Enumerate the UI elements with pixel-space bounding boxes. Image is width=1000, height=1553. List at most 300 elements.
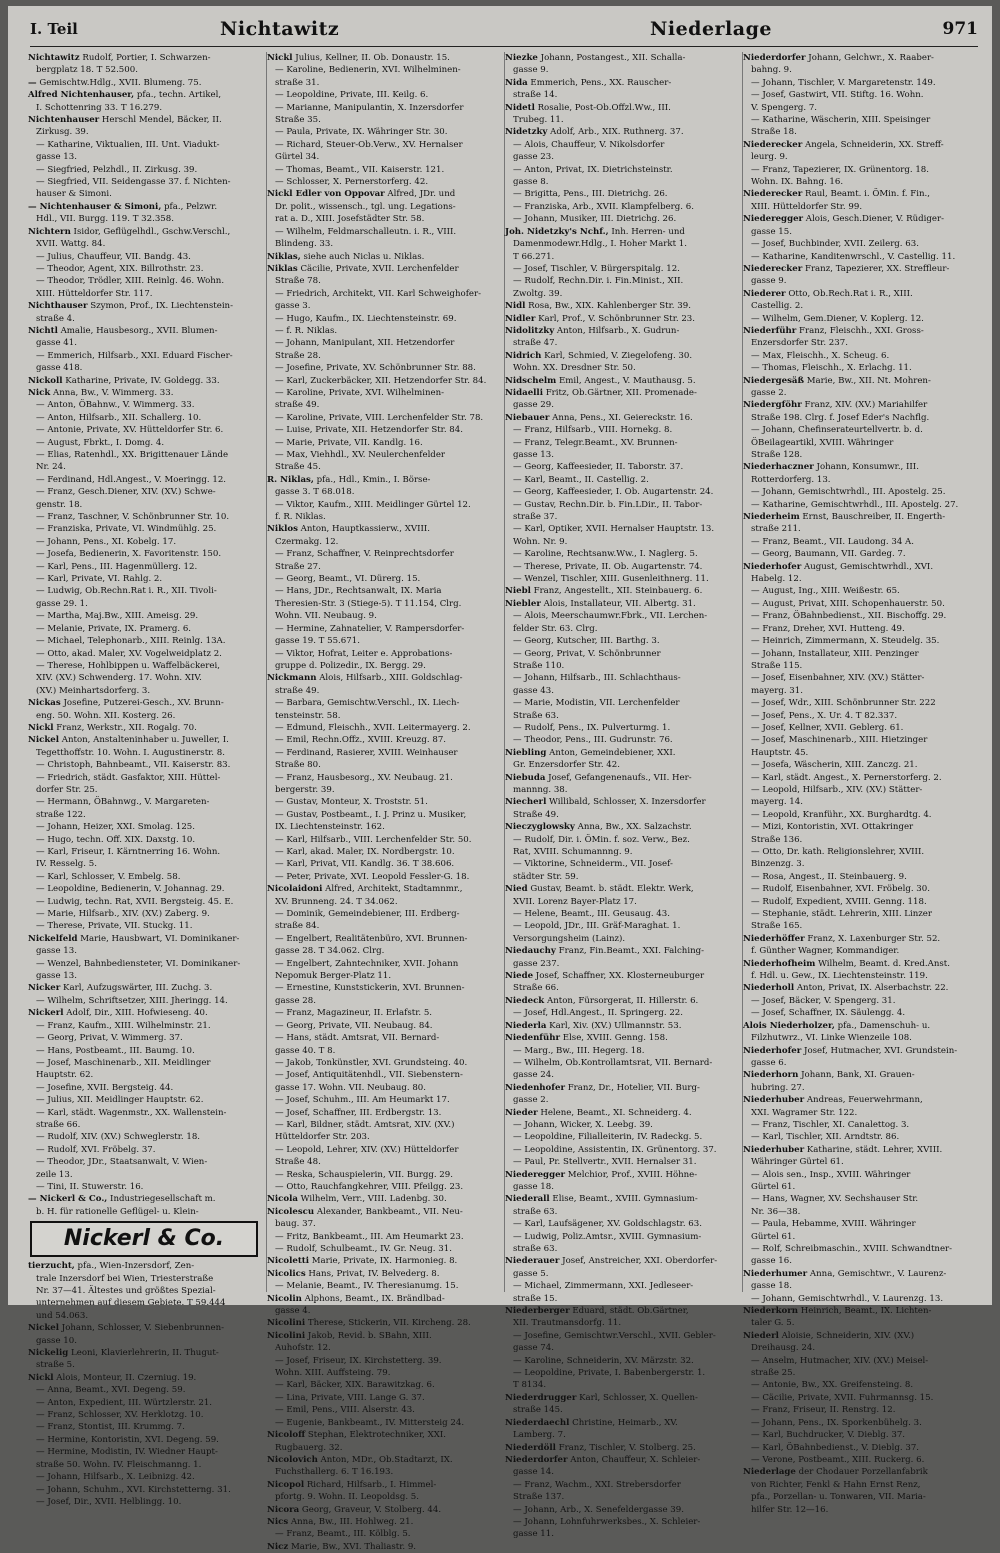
entry-details: August, Gemischtwrhdl., XVI. xyxy=(801,561,934,572)
section-label: I. Teil xyxy=(30,20,78,38)
entry-details: rat a. D., XIII. Josefstädter Str. 58. xyxy=(275,214,425,225)
directory-entry xyxy=(743,188,975,200)
entry-details: — Theodor, Agent, XIX. Billrothstr. 23. xyxy=(36,263,204,274)
entry-details: Straße 137. xyxy=(513,1492,565,1503)
entry-details: Franz, Angestellt., XII. Steinbauerg. 6. xyxy=(530,586,703,597)
directory-entry xyxy=(28,561,260,573)
directory-entry xyxy=(267,945,499,957)
directory-entry xyxy=(267,672,499,684)
directory-entry xyxy=(505,1293,737,1305)
entry-details: — Marg., Bw., III. Hegerg. 18. xyxy=(513,1045,645,1056)
entry-details: — Franz, Kaufm., XIII. Wilhelminstr. 21. xyxy=(36,1020,211,1031)
directory-entry xyxy=(267,536,499,548)
directory-entry xyxy=(505,1504,737,1516)
directory-entry xyxy=(505,1181,737,1193)
entry-details: — Anton, Privat, IX. Dietrichsteinstr. xyxy=(513,164,673,175)
directory-entry xyxy=(267,1007,499,1019)
entry-details: — Rosa, Angest., II. Steinbauerg. 9. xyxy=(751,871,907,882)
entry-details: — Paula, Private, IX. Währinger Str. 30. xyxy=(275,127,448,138)
directory-entry xyxy=(505,734,737,746)
entry-details: — Karl, ÖBahnbedienst., V. Dieblg. 37. xyxy=(751,1442,920,1453)
directory-entry xyxy=(505,610,737,622)
directory-entry xyxy=(743,858,975,870)
entry-details: — Franz, ÖBahnbedienst., XII. Bischoffg. 29. xyxy=(751,611,947,622)
entry-details: gasse 15. xyxy=(751,226,792,237)
directory-entry xyxy=(743,474,975,486)
entry-details: — Julius, XII. Meidlinger Hauptstr. 62. xyxy=(36,1095,204,1106)
entry-details: — Franziska, Arb., XVII. Klampfelberg. 6. xyxy=(513,201,694,212)
entry-details: — Hans, Wagner, XV. Sechshauser Str. xyxy=(751,1194,919,1205)
directory-entry xyxy=(743,982,975,994)
directory-entry xyxy=(505,1367,737,1379)
entry-details: Helene, Beamt., XI. Schneiderg. 4. xyxy=(537,1107,692,1118)
directory-entry xyxy=(743,536,975,548)
directory-entry xyxy=(743,883,975,895)
entry-details: gasse 28. T 34.062. Clrg. xyxy=(275,946,385,957)
entry-surname: Niederdorfer xyxy=(505,1454,568,1465)
entry-details: — Antonie, Private, XV. Hütteldorfer Str. 6. xyxy=(36,425,224,436)
directory-entry xyxy=(743,1367,975,1379)
directory-entry xyxy=(28,1347,260,1359)
entry-details: — Katharine, Gemischtwrhdl., III. Apostelg. 27. xyxy=(751,499,959,510)
entry-details: — Theodor, Pens., III. Gudrunstr. 76. xyxy=(513,735,673,746)
directory-entry xyxy=(267,1491,499,1503)
directory-column-3 xyxy=(504,52,737,1540)
entry-surname: Niederhumer xyxy=(743,1268,808,1279)
directory-entry xyxy=(505,772,737,784)
entry-details: Leoni, Klavierlehrerin, II. Thugut- xyxy=(68,1348,219,1359)
directory-entry xyxy=(28,474,260,486)
directory-entry xyxy=(505,809,737,821)
entry-details: — Josef, Friseur, IX. Kirchstetterg. 39. xyxy=(275,1355,442,1366)
directory-entry xyxy=(743,747,975,759)
directory-entry xyxy=(505,288,737,300)
entry-details: pfa., Wien-Inzersdorf, Zen- xyxy=(74,1261,195,1272)
directory-entry xyxy=(505,1119,737,1131)
entry-surname: Niebauer xyxy=(505,412,550,423)
directory-entry xyxy=(28,1297,260,1309)
directory-entry xyxy=(28,796,260,808)
entry-details: — Wenzel, Tischler, XIII. Gusenleithnerg. 11. xyxy=(513,574,709,585)
directory-entry xyxy=(267,1404,499,1416)
directory-entry xyxy=(505,920,737,932)
directory-entry xyxy=(743,1169,975,1181)
directory-entry xyxy=(267,1045,499,1057)
directory-entry xyxy=(505,598,737,610)
entry-details: tensteinstr. 58. xyxy=(275,710,341,721)
entry-details: straße 5. xyxy=(36,1360,75,1371)
entry-details: IV. Resselg. 5. xyxy=(36,859,97,870)
entry-details: — Paula, Hebamme, XVIII. Währinger xyxy=(751,1219,916,1230)
entry-surname: Nidetl xyxy=(505,102,535,113)
entry-details: Rat, XVIII. Schumannng. 9. xyxy=(513,847,633,857)
entry-surname: Nicoloff xyxy=(267,1430,306,1441)
directory-entry xyxy=(743,399,975,411)
entry-details: Castellig. 2. xyxy=(751,301,804,312)
directory-entry xyxy=(743,1243,975,1255)
directory-entry xyxy=(28,523,260,535)
entry-details: Gürtel 34. xyxy=(275,152,320,163)
entry-details: Anton, Gemeindebiener, XXI. xyxy=(546,747,676,758)
directory-entry xyxy=(267,337,499,349)
directory-entry xyxy=(743,1355,975,1367)
directory-entry xyxy=(505,139,737,151)
directory-entry xyxy=(28,1057,260,1069)
directory-entry xyxy=(267,437,499,449)
entry-details: Straße 49. xyxy=(513,809,559,820)
entry-details: — Johann, Tischler, V. Margaretenstr. 149. xyxy=(751,77,936,88)
directory-entry xyxy=(743,1082,975,1094)
directory-entry xyxy=(28,573,260,585)
entry-surname: Nicopol xyxy=(267,1479,305,1490)
directory-entry xyxy=(505,672,737,684)
entry-details: — Karoline, Schneiderin, XV. Märzstr. 32. xyxy=(513,1355,694,1366)
entry-details: gasse 17. Wohn. VII. Neubaug. 80. xyxy=(275,1082,427,1093)
directory-entry xyxy=(267,710,499,722)
entry-details: — Karl, Privat, VII. Kandlg. 36. T 38.606. xyxy=(275,859,455,870)
directory-entry xyxy=(267,1317,499,1329)
entry-details: Dr. polit., wissensch., tgl. ung. Legations- xyxy=(275,201,456,212)
directory-entry xyxy=(505,188,737,200)
directory-entry xyxy=(505,1193,737,1205)
directory-entry xyxy=(743,126,975,138)
directory-entry xyxy=(743,139,975,151)
directory-entry xyxy=(505,226,737,238)
entry-details: Heinrich, Beamt., IX. Lichten- xyxy=(798,1306,932,1317)
entry-details: Therese, Stickerin, VII. Kircheng. 28. xyxy=(305,1318,471,1329)
entry-details: — Friedrich, städt. Gasfaktor, XIII. Hüttel- xyxy=(36,772,221,783)
directory-entry xyxy=(505,995,737,1007)
entry-details: Hdl., VII. Burgg. 119. T 32.358. xyxy=(36,214,174,225)
directory-entry xyxy=(267,226,499,238)
entry-details: — Karl, Bäcker, XIX. Barawitzkag. 6. xyxy=(275,1380,435,1391)
directory-entry xyxy=(267,982,499,994)
directory-entry xyxy=(267,970,499,982)
directory-entry xyxy=(267,871,499,883)
entry-surname: Nickl xyxy=(28,722,54,733)
directory-entry xyxy=(267,201,499,213)
entry-details: Straße 28. xyxy=(275,350,321,361)
entry-details: Marie, Bw., XII. Nt. Mohren- xyxy=(804,375,931,386)
directory-entry xyxy=(28,995,260,1007)
entry-details: Auhofstr. 12. xyxy=(275,1343,331,1354)
directory-entry xyxy=(505,449,737,461)
entry-details: — Georg, Beamt., VI. Dürerg. 15. xyxy=(275,574,421,585)
directory-entry xyxy=(505,660,737,672)
directory-entry xyxy=(743,697,975,709)
directory-entry xyxy=(505,1144,737,1156)
directory-entry xyxy=(743,1119,975,1131)
entry-surname: Niederall xyxy=(505,1194,550,1205)
directory-entry xyxy=(743,89,975,101)
entry-surname: Nidschelm xyxy=(505,375,557,386)
entry-details: — Jakob, Tonkünstler, XVI. Grundsteing. 40. xyxy=(275,1057,468,1068)
entry-details: Karl, Aufzugswärter, III. Zuchg. 3. xyxy=(60,983,213,994)
entry-details: Hütteldorfer Str. 203. xyxy=(275,1132,370,1143)
directory-entry xyxy=(505,486,737,498)
entry-details: — Rolf, Schreibmaschin., XVIII. Schwandtner- xyxy=(751,1244,953,1254)
directory-entry xyxy=(267,548,499,560)
directory-entry xyxy=(267,1479,499,1491)
directory-entry xyxy=(505,1094,737,1106)
entry-details: Straße 115. xyxy=(751,660,803,671)
entry-details: — Franz, Friseur, II. Renstrg. 12. xyxy=(751,1405,896,1416)
entry-details: baug. 37. xyxy=(275,1219,316,1230)
entry-details: XIII. Hütteldorfer Str. 99. xyxy=(751,201,863,212)
entry-details: Straße 63. xyxy=(513,710,559,721)
entry-details: — Cäcilie, Private, XVII. Fuhrmannsg. 15. xyxy=(751,1392,934,1403)
entry-details: gasse 3. T 68.018. xyxy=(275,487,355,498)
directory-entry xyxy=(28,1310,260,1322)
entry-details: Johann, Bank, XI. Grauen- xyxy=(798,1070,915,1081)
entry-details: — Josef, Pens., X. Ur. 4. T 82.337. xyxy=(751,710,898,721)
directory-entry xyxy=(505,176,737,188)
directory-entry xyxy=(28,697,260,709)
directory-entry xyxy=(505,164,737,176)
last-entry-word: Niederlage xyxy=(650,18,772,40)
directory-entry xyxy=(267,1020,499,1032)
entry-details: — Josef, Antiquitätenhdl., VII. Siebenstern- xyxy=(275,1070,463,1081)
directory-entry xyxy=(743,908,975,920)
directory-entry xyxy=(505,834,737,846)
entry-details: — Leopoldine, Bedienerin, V. Johannag. 29. xyxy=(36,884,225,895)
entry-surname: Nied xyxy=(505,884,528,895)
directory-entry xyxy=(28,64,260,76)
entry-details: — Anton, ÖBahnw., V. Wimmerg. 33. xyxy=(36,400,195,411)
directory-entry xyxy=(743,1330,975,1342)
entry-details: Johann, Konsumwr., III. xyxy=(813,462,919,473)
entry-details: — Franz, Hilfsarb., VIII. Hornekg. 8. xyxy=(513,425,673,436)
entry-details: — Leopold, Kranführ., XX. Burghardtg. 4. xyxy=(751,809,932,820)
entry-details: — Johann, Musiker, III. Dietrichg. 26. xyxy=(513,214,677,225)
directory-entry xyxy=(28,1322,260,1334)
directory-entry xyxy=(505,1045,737,1057)
directory-entry xyxy=(743,1107,975,1119)
directory-entry xyxy=(743,1504,975,1516)
entry-details: — Viktorine, Schneiderm., VII. Josef- xyxy=(513,859,673,870)
entry-surname: — xyxy=(28,77,37,88)
entry-details: — Schlosser, X. Pernerstorferg. 42. xyxy=(275,177,429,188)
entry-details: — August, Privat, XIII. Schopenhauerstr. 50. xyxy=(751,598,945,609)
entry-details: straße 47. xyxy=(513,338,558,349)
entry-details: gasse 29. xyxy=(513,400,554,411)
directory-entry xyxy=(267,1243,499,1255)
directory-entry xyxy=(28,945,260,957)
directory-entry xyxy=(505,945,737,957)
entry-details: — Theodor, JDr., Staatsanwalt, V. Wien- xyxy=(36,1157,208,1168)
entry-details: — Katharine, Kanditenwrschl., V. Castellig. 11. xyxy=(751,251,956,262)
directory-entry xyxy=(505,424,737,436)
entry-details: — Brigitta, Pens., III. Dietrichg. 26. xyxy=(513,189,668,200)
entry-details: Straße 165. xyxy=(751,921,803,932)
directory-entry xyxy=(267,1156,499,1168)
directory-entry xyxy=(267,1094,499,1106)
directory-entry xyxy=(267,188,499,200)
directory-entry xyxy=(28,846,260,858)
entry-details: pfa., Damenschuh- u. xyxy=(834,1020,931,1031)
entry-details: — Engelbert, Zahntechniker, XVII. Johann xyxy=(275,958,459,969)
directory-entry xyxy=(267,796,499,808)
directory-entry xyxy=(743,1342,975,1354)
entry-details: Cäcilie, Private, XVII. Lerchenfelder xyxy=(297,263,459,274)
entry-details: Johann, Postangest., XII. Schalla- xyxy=(537,53,686,63)
entry-surname: Nickel xyxy=(28,1323,60,1334)
directory-entry xyxy=(505,958,737,970)
entry-details: Währinger Gürtel 61. xyxy=(751,1157,844,1168)
entry-details: — Siegfried, Pelzhdl., II. Zirkusg. 39. xyxy=(36,164,198,175)
entry-details: — Franziska, Private, VI. Windmühlg. 25. xyxy=(36,524,217,535)
entry-details: — Leopold, Hilfsarb., XIV. (XV.) Stätter- xyxy=(751,784,923,795)
entry-details: Franz, Tapezierer, XX. Streffleur- xyxy=(802,263,950,274)
entry-details: Rosalie, Post-Ob.Offzl.Ww., III. xyxy=(534,102,671,113)
directory-entry xyxy=(28,648,260,660)
entry-details: straße 63. xyxy=(513,1244,558,1254)
entry-details: — August, Fbrkt., I. Domg. 4. xyxy=(36,437,165,448)
entry-details: Ernst, Bauschreiber, II. Engerth- xyxy=(799,512,946,523)
entry-details: — Alois, Chauffeur, V. Nikolsdorfer xyxy=(513,139,665,150)
entry-details: Nr. 37—41. Ältestes und größtes Spezial- xyxy=(36,1286,216,1296)
entry-details: — Franz, Taschner, V. Schönbrunner Str. 10. xyxy=(36,512,230,523)
directory-entry xyxy=(505,275,737,287)
entry-details: XV. Brunneng. 24. T 34.062. xyxy=(275,896,398,907)
directory-entry xyxy=(743,1057,975,1069)
entry-details: — Wilhelm, Gem.Diener, V. Koplerg. 12. xyxy=(751,313,924,324)
directory-entry xyxy=(505,151,737,163)
entry-details: — Hugo, Kaufm., IX. Liechtensteinstr. 69. xyxy=(275,313,457,324)
directory-entry xyxy=(505,1528,737,1540)
directory-entry xyxy=(267,635,499,647)
directory-entry xyxy=(505,313,737,325)
directory-entry xyxy=(28,251,260,263)
directory-entry xyxy=(505,325,737,337)
directory-entry xyxy=(28,213,260,225)
directory-entry xyxy=(743,1491,975,1503)
entry-details: gruppe d. Polizedir., IX. Bergg. 29. xyxy=(275,660,426,671)
entry-details: gasse 2. xyxy=(751,387,787,398)
entry-details: — Franz, Tischler, XI. Canalettog. 3. xyxy=(751,1119,910,1130)
entry-details: Stephan, Elektrotechniker, XXI. xyxy=(305,1430,446,1441)
directory-entry xyxy=(267,697,499,709)
directory-entry xyxy=(267,1032,499,1044)
directory-entry xyxy=(28,1107,260,1119)
directory-entry xyxy=(505,561,737,573)
entry-surname: Niederberger xyxy=(505,1306,570,1317)
directory-entry xyxy=(28,536,260,548)
directory-entry xyxy=(28,660,260,672)
entry-details: straße 49. xyxy=(275,685,320,696)
entry-details: — Karoline, Private, VIII. Lerchenfelder Str. 78. xyxy=(275,412,484,423)
entry-details: Franz, Fin.Beamt., XXI. Falching- xyxy=(555,946,705,957)
directory-entry xyxy=(28,511,260,523)
directory-entry xyxy=(505,1466,737,1478)
directory-entry xyxy=(28,1446,260,1458)
entry-details: Rotterdorferg. 13. xyxy=(751,474,831,485)
directory-entry xyxy=(267,251,499,263)
entry-details: Anna, Pens., XI. Geiereckstr. 16. xyxy=(549,412,693,423)
entry-details: — Johann, Heizer, XXI. Smolag. 125. xyxy=(36,822,195,833)
entry-details: — Thomas, Beamt., VII. Kaiserstr. 121. xyxy=(275,164,445,175)
entry-surname: Niederegger xyxy=(743,214,804,225)
entry-details: Wohn. XIII. Auffsteing. 79. xyxy=(275,1368,391,1379)
directory-entry xyxy=(505,1032,737,1044)
directory-entry xyxy=(505,474,737,486)
entry-details: der Chodauer Porzellanfabrik xyxy=(795,1467,928,1478)
entry-details: — Franz, Schaffner, V. Reinprechtsdorfer xyxy=(275,549,454,560)
entry-details: von Richter, Fenkl & Hahn Ernst Renz, xyxy=(751,1479,921,1490)
directory-entry xyxy=(743,226,975,238)
directory-column-2 xyxy=(266,52,499,1552)
directory-entry xyxy=(267,896,499,908)
entry-surname: tierzucht, xyxy=(28,1261,75,1272)
directory-entry xyxy=(28,1285,260,1297)
entry-details: (XV.) Meinhartsdorferg. 3. xyxy=(36,685,151,696)
entry-details: Hauptstr. 45. xyxy=(751,747,809,758)
entry-details: — Rudolf, XVI. Fröbelg. 37. xyxy=(36,1144,156,1155)
entry-surname: Niedeck xyxy=(505,995,545,1006)
entry-details: Anton, Anstalteninhaber u. Juweller, I. xyxy=(59,735,229,746)
entry-details: straße 84. xyxy=(275,921,320,932)
directory-entry xyxy=(505,1057,737,1069)
directory-entry xyxy=(267,809,499,821)
entry-details: — Josef, Maschinenarb., XIII. Hietzinger xyxy=(751,735,928,746)
directory-entry xyxy=(505,1280,737,1292)
directory-entry xyxy=(28,1007,260,1019)
directory-entry xyxy=(743,238,975,250)
directory-entry xyxy=(743,1156,975,1168)
entry-details: — Gustav, Monteur, X. Troststr. 51. xyxy=(275,797,428,808)
directory-entry xyxy=(743,1045,975,1057)
entry-details: Rosa, Bw., XIX. Kahlenberger Str. 39. xyxy=(525,301,691,312)
directory-entry xyxy=(28,1206,260,1218)
directory-entry xyxy=(743,102,975,114)
entry-details: — Emmerich, Hilfsarb., XXI. Eduard Fischer- xyxy=(36,350,233,361)
directory-entry xyxy=(28,362,260,374)
entry-surname: Nickas xyxy=(28,698,61,709)
entry-details: Gr. Enzersdorfer Str. 42. xyxy=(513,760,620,771)
directory-entry xyxy=(28,337,260,349)
entry-details: Isidor, Geflügelhdl., Gschw.Verschl., xyxy=(70,226,231,237)
directory-entry xyxy=(28,585,260,597)
entry-details: Alois, Installateur, VII. Albertg. 31. xyxy=(540,598,696,609)
entry-surname: Niederhöffer xyxy=(743,933,805,944)
entry-details: eng. 50. Wohn. XII. Kosterg. 26. xyxy=(36,710,176,721)
entry-surname: Niklas xyxy=(267,263,298,274)
directory-entry xyxy=(28,1193,260,1205)
entry-details: — Franz, Tapezierer, IX. Grünentorg. 18. xyxy=(751,164,930,175)
directory-entry xyxy=(28,685,260,697)
entry-details: pfa., techn. Artikel, xyxy=(134,90,222,101)
entry-surname: Niebler xyxy=(505,598,541,609)
entry-details: straße 211. xyxy=(751,524,801,535)
entry-details: Richard, Hilfsarb., I. Himmel- xyxy=(304,1479,437,1490)
entry-surname: Niederlage xyxy=(743,1467,796,1478)
directory-column-1 xyxy=(28,52,260,1507)
entry-details: — Karl, Buchdrucker, V. Dieblg. 37. xyxy=(751,1430,906,1441)
directory-entry xyxy=(28,672,260,684)
directory-entry xyxy=(28,548,260,560)
entry-details: — Michael, Zimmermann, XXI. Jedleseer- xyxy=(513,1281,694,1292)
entry-details: — Karl, Hilfsarb., VIII. Lerchenfelder Str. 50. xyxy=(275,834,472,845)
entry-surname: Niederhuber xyxy=(743,1144,805,1155)
entry-details: gasse 4. xyxy=(275,1306,311,1317)
entry-details: Marie, Hausbwart, VI. Dominikaner- xyxy=(77,933,240,944)
entry-details: gasse 74. xyxy=(513,1343,554,1354)
entry-details: — Johann, Arb., X. Senefeldergasse 39. xyxy=(513,1504,684,1515)
entry-surname: Nidrich xyxy=(505,350,542,361)
directory-entry xyxy=(28,821,260,833)
entry-details: gasse 24. xyxy=(513,1070,554,1081)
entry-details: Nr. 36—38. xyxy=(751,1206,801,1217)
